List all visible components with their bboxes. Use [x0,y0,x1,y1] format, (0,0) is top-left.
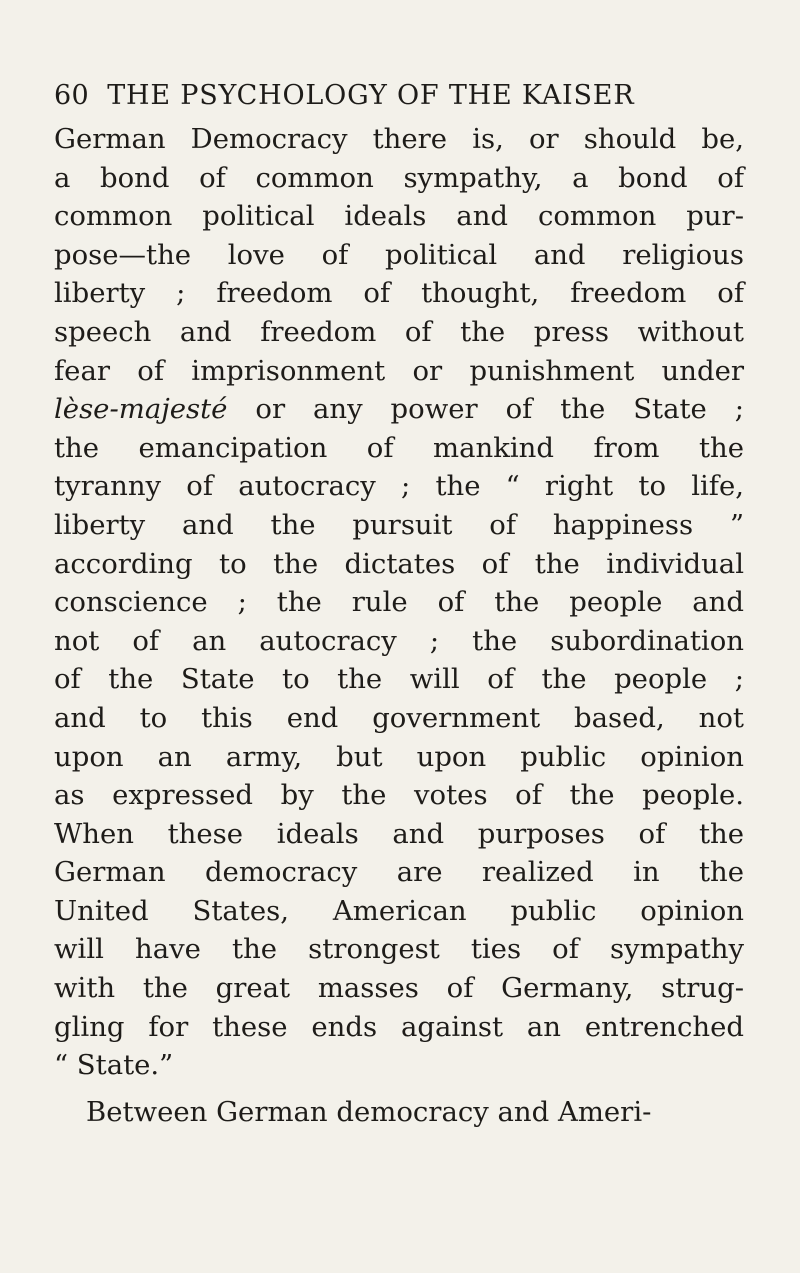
text-fragment: common political ideals and common pur- [54,200,744,233]
text-line [54,197,744,236]
text-line [54,583,744,622]
text-line [54,545,744,584]
text-fragment: United States, American public opinion [54,894,744,927]
text-line [54,429,744,468]
text-line [54,352,744,391]
text-fragment: tyranny of autocracy ; the “ right to life, [54,470,744,503]
text-fragment: speech and freedom of the press without [54,315,744,348]
text-fragment: as expressed by the votes of the people. [54,779,744,812]
text-fragment: according to the dictates of the individual [54,547,744,580]
text-fragment: upon an army, but upon public opinion [54,740,744,773]
text-fragment: with the great masses of Germany, strug- [54,972,744,1005]
text-fragment: and to this end government based, not [54,701,744,734]
text-fragment: the emancipation of mankind from the [54,431,744,464]
running-title: THE PSYCHOLOGY OF THE KAISER [107,80,635,111]
text-line [54,390,744,429]
text-fragment: “ State.” [54,1049,174,1082]
text-line [54,930,744,969]
text-line [54,1046,744,1085]
text-line [54,776,744,815]
text-line [54,1008,744,1047]
text-fragment: fear of imprisonment or punishment under [54,354,744,387]
page-number: 60 [54,80,89,111]
text-line [54,815,744,854]
text-line [54,236,744,275]
text-line [54,1093,744,1132]
text-fragment: pose—the love of political and religious [54,238,744,271]
text-line [54,622,744,661]
text-line [54,969,744,1008]
text-fragment: conscience ; the rule of the people and [54,586,744,619]
text-line [54,120,744,159]
text-line [54,159,744,198]
text-fragment: a bond of common sympathy, a bond of [54,161,744,194]
body-text [54,120,744,1131]
text-fragment: German democracy are realized in the [54,856,744,889]
italic-phrase: lèse-majesté [54,393,228,426]
text-fragment: German Democracy there is, or should be, [54,123,744,155]
text-line [54,274,744,313]
page-header [54,78,774,111]
text-line [54,467,744,506]
text-fragment: gling for these ends against an entrenched [54,1010,744,1043]
text-line [54,892,744,931]
text-fragment: Between German democracy and Ameri- [86,1095,652,1128]
text-line [54,699,744,738]
text-line [54,853,744,892]
text-fragment: liberty ; freedom of thought, freedom of [54,277,744,310]
text-line [54,738,744,777]
text-line [54,313,744,352]
text-fragment: of the State to the will of the people ; [54,663,744,696]
text-fragment: will have the strongest ties of sympathy [54,933,744,966]
text-line [54,660,744,699]
text-fragment: When these ideals and purposes of the [54,817,744,850]
text-fragment: or any power of the State ; [227,393,744,426]
text-line [54,506,744,545]
text-fragment: liberty and the pursuit of happiness ” [54,508,744,541]
text-fragment: not of an autocracy ; the subordination [54,624,744,657]
